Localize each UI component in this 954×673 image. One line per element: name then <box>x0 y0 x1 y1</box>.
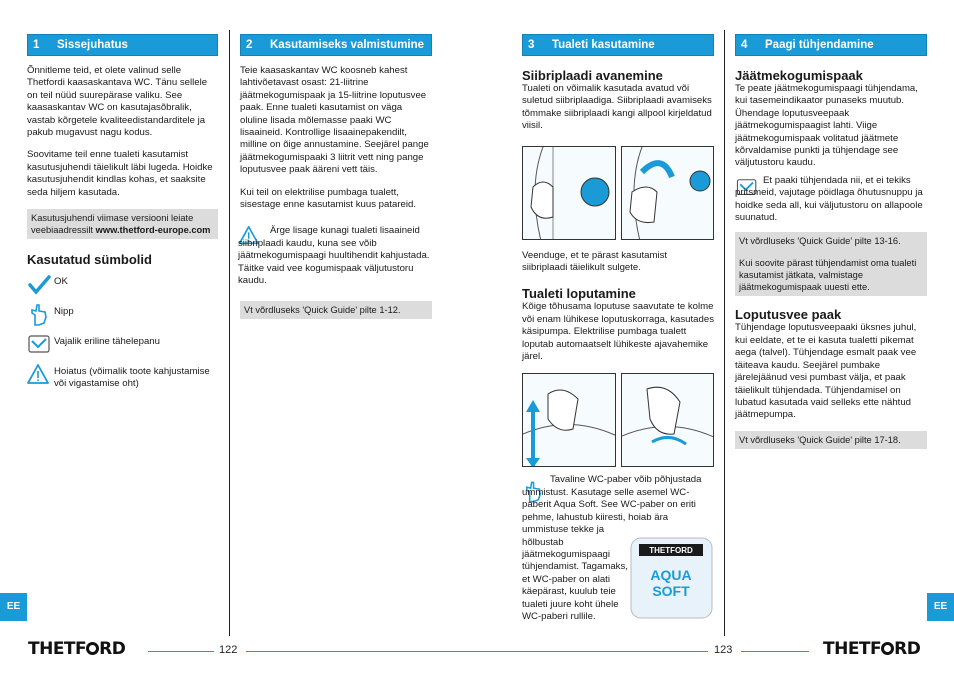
thetford-logo-left: THETF RD <box>28 639 126 659</box>
footer-line-right <box>741 651 809 652</box>
flushing-paragraph: Kõige tõhusama loputuse saavutate te kolme või enam lühikese loputuskorraga, kasutades käsipumpa. Elektrilise pumbaga tualett loputab automaatselt lühikeste ajavahemike järel. <box>522 301 714 363</box>
section-number: 1 <box>33 38 40 51</box>
footer-line-left-a <box>148 651 214 652</box>
language-tab-left: EE <box>0 593 27 621</box>
waste-tank-paragraph: Te peate jäätmekogumispaagi tühjendama, kui tasemeindikaator punaseks muutub. Ühendage loputusveepaak jäätmekogumispaagist lahti. Viige jäätmekogumispaak volitatud jäätmete kõrvaldamise punkti ja tühjendage see väljutustoru kaudu. <box>735 83 918 169</box>
section-header-4: 4 Paagi tühjendamine <box>735 34 927 56</box>
eye-icon <box>27 333 54 357</box>
footer-line-center <box>246 651 708 652</box>
thetford-logo-right: THETF RD <box>823 639 921 659</box>
svg-text:SOFT: SOFT <box>652 583 690 599</box>
flushing-heading: Tualeti loputamine <box>522 286 636 302</box>
section-introduction <box>27 34 218 391</box>
flush-tank-paragraph: Tühjendage loputusveepaaki üksnes juhul, kui eeldate, et te ei kasuta tualetti pikemat aega (talvel). Tühjendage esmalt paak vee täiteava kaudu. Seejärel pumbake järelejäänud vesi pumbast välja, et paak täielikult tühjendada. Tühjendamisel on lubatud kasutada vaid selleks ette nähtud jäätmepumpa. <box>735 322 917 421</box>
blade-paragraph-2: Veenduge, et te pärast kasutamist siibriplaadi täielikult sulgete. <box>522 249 668 274</box>
splash-note: Et paaki tühjendada nii, et ei tekiks pritsmeid, vajutage pöidlaga õhutusnuppu ja hoidke seda all, kui väljutustoru on allapoole suunatud. <box>735 174 923 224</box>
page-number-right: 123 <box>714 644 733 656</box>
paper-tip: Tavaline WC-paber võib põhjustada ummistust. Kasutage selle asemel WC-paberit Aqua Soft. See WC-paber on eriti pehme, lahustub kiiresti, hoiab ära ummistuse tekke ja <box>522 474 702 536</box>
blade-paragraph-1: Tualeti on võimalik kasutada avatud või suletud siibriplaadiga. Siibriplaadi avamiseks tõmmake siibriplaadi kangi allpool kirjeldatud viisil. <box>522 83 712 132</box>
symbol-warning: Hoiatus (võimalik toote kahjustamise või vigastamise oht) <box>27 363 218 391</box>
section-preparation <box>240 34 432 319</box>
blade-image-1 <box>522 146 616 240</box>
symbol-attention: Vajalik eriline tähelepanu <box>27 333 218 357</box>
latest-version-note: Kasutusjuhendi viimase versiooni leiate veebiaadressilt www.thetford-europe.com <box>27 209 218 239</box>
column-divider-left <box>229 30 230 636</box>
page-number-left: 122 <box>219 644 238 656</box>
section-header-1 <box>27 34 218 56</box>
warning-icon <box>27 363 54 387</box>
section-header-2: 2 Kasutamiseks valmistumine <box>240 34 432 56</box>
quick-guide-reference-2: Vt võrdluseks 'Quick Guide' pilte 17-18. <box>735 431 927 449</box>
svg-text:THETFORD: THETFORD <box>649 546 693 555</box>
column-divider-right <box>724 30 725 636</box>
aqua-soft-package <box>629 534 714 620</box>
symbol-ok: OK <box>27 273 218 297</box>
blade-opening-heading: Siibriplaadi avanemine <box>522 68 663 83</box>
prep-paragraph-1: Teie kaasaskantav WC koosneb kahest lahtivõetavast osast: 21-liitrine jäätmekogumispaak ja 15-liitrine loputusvee paak. Enne tualeti kasutamist on väga oluline lisada mõlemasse paaki WC lisaaineid. Kontrollige lisaainepakendilt, milline on õige annustamine. Seejärel pange jäätmekogumispaaki 3 liitrit vett ning pange loputusvee paak ääreni vett täis. <box>240 65 429 176</box>
symbols-heading: Kasutatud sümbolid <box>27 252 152 268</box>
page-gutter <box>477 30 478 636</box>
website-link[interactable]: www.thetford-europe.com <box>95 225 211 236</box>
symbol-tip: Nipp <box>27 303 218 327</box>
paper-tip-continued: hõlbustab jäätmekogumispaagi tühjendamist. Tagamaks, et WC-paber on alati käepärast, kuulub teie tualeti juure koht ühele WC-paberi rullile. <box>522 536 628 622</box>
warning-note: Ärge lisage kunagi tualeti lisaaineid siibriplaadi kaudu, kuna see võib jäätmekogumispaagi huultihendit kahjustada. Täitke vaid vee kogumispaak väljutustoru kaudu. <box>238 225 430 287</box>
intro-paragraph-2: Soovitame teil enne tualeti kasutamist kasutusjuhendi täielikult läbi lugeda. Hoidke kasutusjuhendit kindlas kohas, et saaksite seda hiljem kasutada. <box>27 149 213 198</box>
flush-tank-heading: Loputusvee paak <box>735 307 842 323</box>
quick-guide-reference-1: Vt võrdluseks 'Quick Guide' pilte 13-16. Kui soovite pärast tühjendamist oma tualeti kasutamist jätkata, valmistage jäätmekogumispaak uuesti ette. <box>735 232 927 296</box>
blade-image-2 <box>621 146 715 240</box>
svg-text:AQUA: AQUA <box>650 567 692 583</box>
flush-image-1 <box>522 373 616 467</box>
language-tab-right: EE <box>927 593 954 621</box>
check-icon <box>27 273 54 297</box>
waste-tank-heading: Jäätmekogumispaak <box>735 68 863 83</box>
symbols-list <box>27 273 218 391</box>
section-header-3: 3 Tualeti kasutamine <box>522 34 714 56</box>
quick-guide-reference: Vt võrdluseks 'Quick Guide' pilte 1-12. <box>240 301 432 319</box>
intro-paragraph-1: Õnnitleme teid, et olete valinud selle Thetfordi kaasaskantava WC. Tänu sellele on teil nüüd suurepärase valiku. See kaasaskantav WC on kasutajasõbralik, vastab kõrgetele kvaliteedistandarditele ja pakub mugavust nagu kodus. <box>27 65 208 139</box>
blade-illustrations <box>522 146 714 240</box>
flushing-illustrations <box>522 373 714 467</box>
section-title: Sissejuhatus <box>57 38 128 51</box>
prep-paragraph-2: Kui teil on elektrilise pumbaga tualett, sisestage enne kasutamist kuus patareid. <box>240 186 416 211</box>
flush-image-2 <box>621 373 715 467</box>
hand-tip-icon <box>27 303 54 327</box>
section-emptying <box>735 34 927 449</box>
